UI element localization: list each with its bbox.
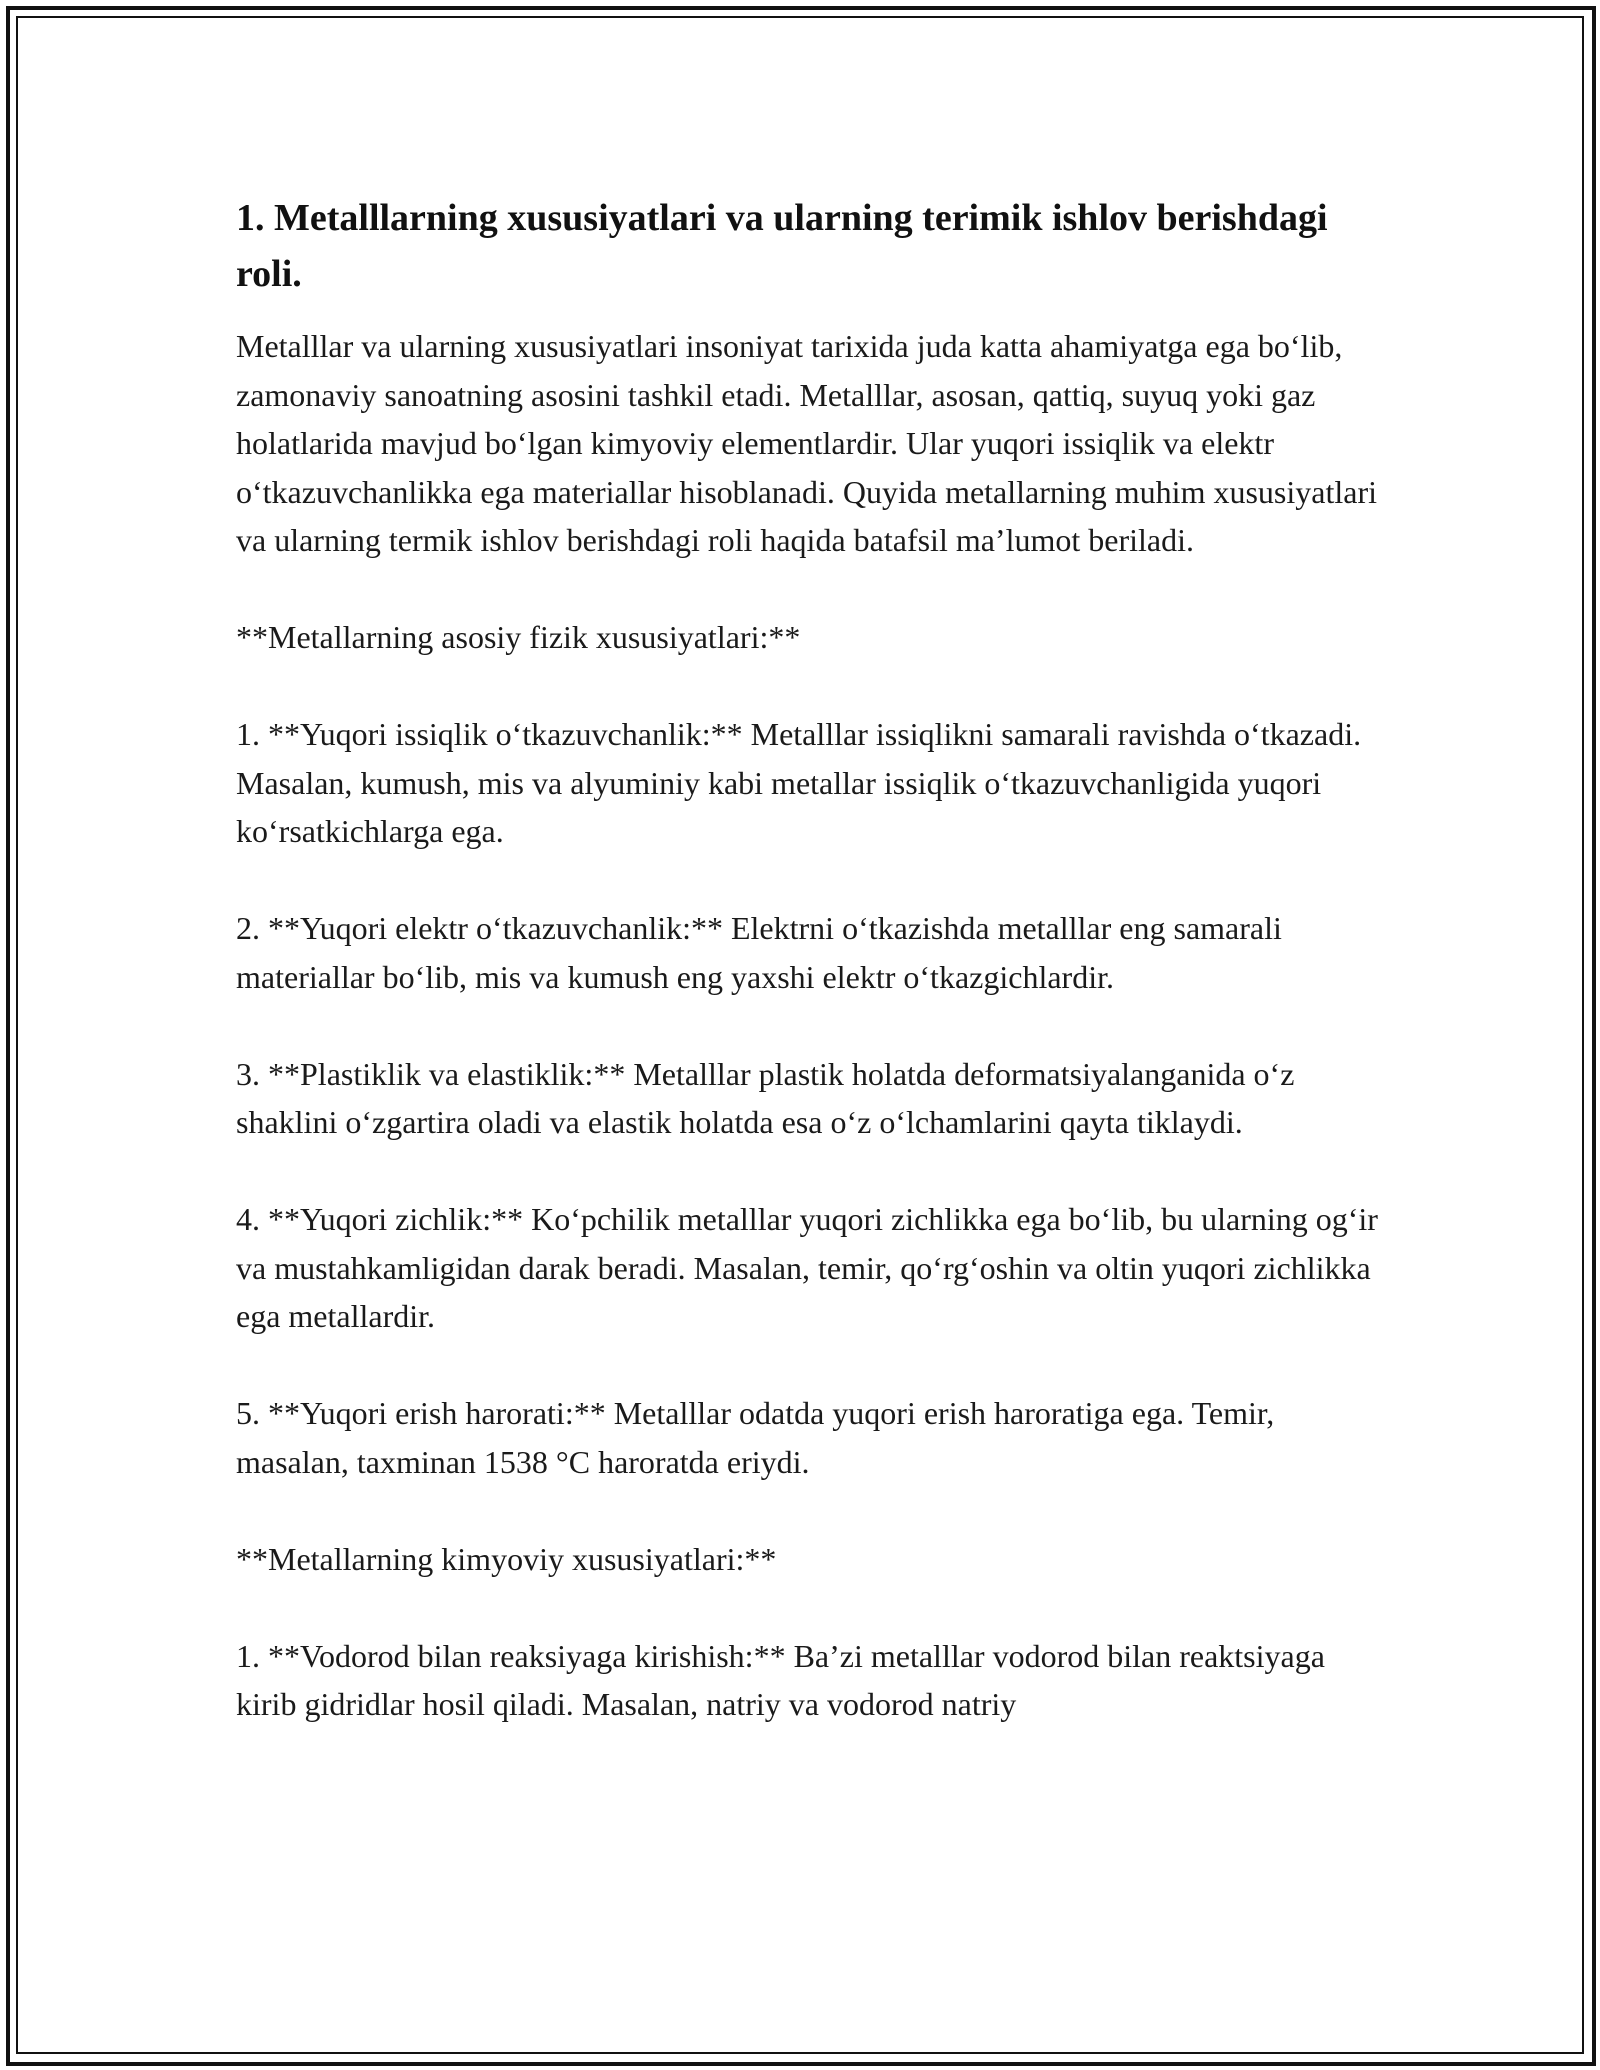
list-item-hydrogen-reaction: 1. **Vodorod bilan reaksiyaga kirishish:** Ba’zi metalllar vodorod bilan reaktsiyaga kirib gidridlar hosil qiladi. Masalan, natriy va vodorod natriy: [236, 1637, 1325, 1722]
list-item-melting-point: 5. **Yuqori erish harorati:** Metalllar odatda yuqori erish haroratiga ega. Temir, masalan, taxminan 1538 °C haroratda eriydi.: [236, 1395, 1275, 1480]
chemical-properties-heading: **Metallarning kimyoviy xususiyatlari:**: [236, 1540, 777, 1577]
document-page: [236, 190, 1386, 1777]
list-item-electrical-conductivity: 2. **Yuqori elektr o‘tkazuvchanlik:** Elektrni o‘tkazishda metalllar eng samarali materiallar bo‘lib, mis va kumush eng yaxshi elektr o‘tkazgichlardir.: [236, 910, 1282, 995]
list-item-plasticity-elasticity: 3. **Plastiklik va elastiklik:** Metalllar plastik holatda deformatsiyalanganida o‘z shaklini o‘zgartira oladi va elastik holatda esa o‘z o‘lchamlarini qayta tiklaydi.: [236, 1055, 1295, 1140]
physical-properties-heading: **Metallarning asosiy fizik xususiyatlari:**: [236, 619, 801, 655]
list-item-density: 4. **Yuqori zichlik:** Ko‘pchilik metalllar yuqori zichlikka ega bo‘lib, bu ularning og‘ir va mustahkamligidan darak beradi. Masalan, temir, qo‘rg‘oshin va oltin yuqori zichlikka ega metallardir.: [236, 1201, 1378, 1334]
intro-paragraph: Metalllar va ularning xususiyatlari insoniyat tarixida juda katta ahamiyatga ega bo‘lib, zamonaviy sanoatning asosini tashkil etadi. Metalllar, asosan, qattiq, suyuq yoki gaz holatlarida mavjud bo‘lgan kimyoviy elementlardir. Ular yuqori issiqlik va elektr o‘tkazuvchanlikka ega materiallar hisoblanadi. Quyida metallarning muhim xususiyatlari va ularning termik ishlov berishdagi roli haqida batafsil ma’lumot beriladi.: [236, 328, 1377, 558]
list-item-thermal-conductivity: 1. **Yuqori issiqlik o‘tkazuvchanlik:** Metalllar issiqlikni samarali ravishda o‘tkazadi. Masalan, kumush, mis va alyuminiy kabi metallar issiqlik o‘tkazuvchanligida yuqori ko‘rsatkichlarga ega.: [236, 716, 1362, 849]
document-title: 1. Metalllarning xususiyatlari va ularning terimik ishlov berishdagi roli.: [236, 197, 1328, 295]
